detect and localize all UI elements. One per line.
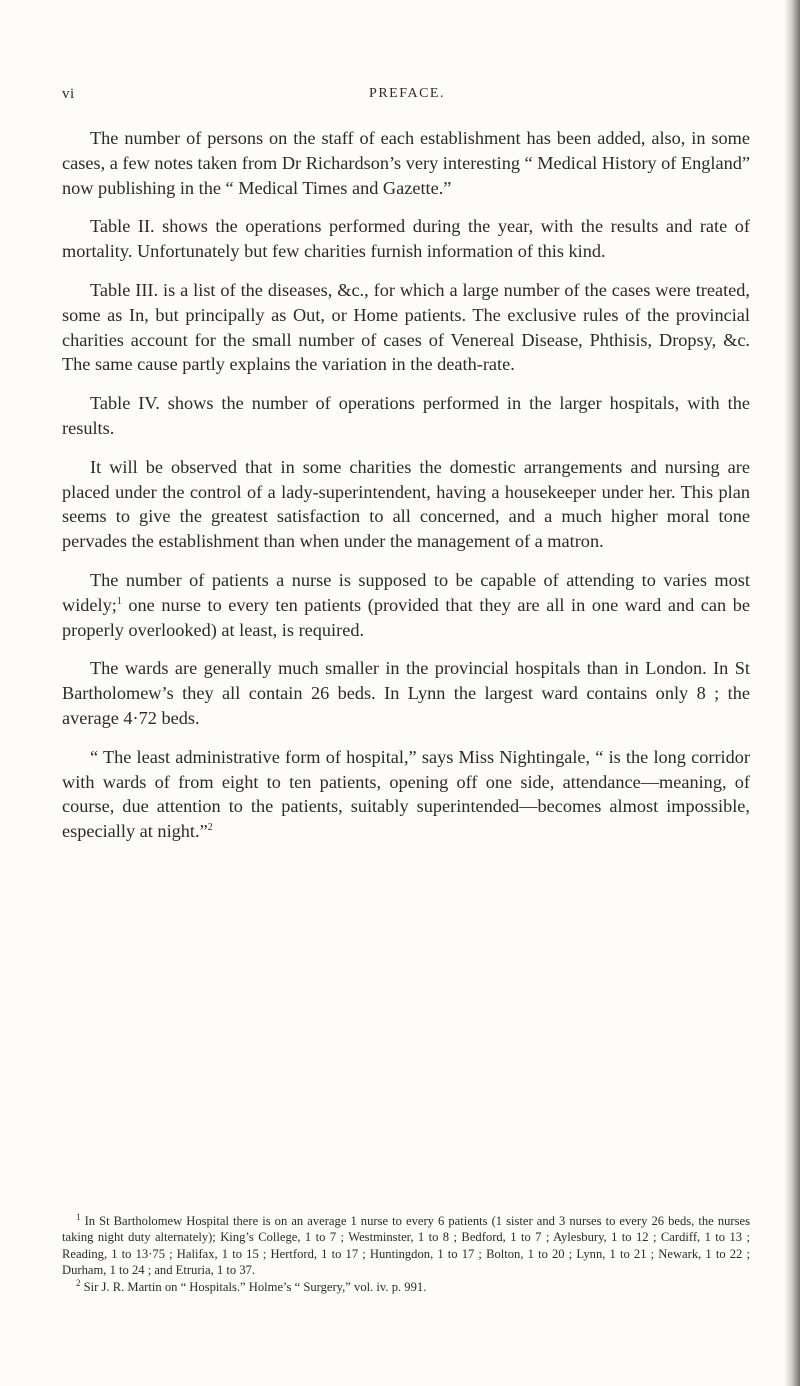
footnote-text: Sir J. R. Martin on “ Hospitals.” Holme’s “ Surgery,” vol. iv. p. 991. bbox=[83, 1279, 427, 1294]
paragraph: Table II. shows the operations performed during the year, with the results and rate of mortality. Unfortunately but few charities furnish information of this kind. bbox=[62, 216, 750, 262]
page-number: vi bbox=[62, 86, 75, 102]
footnote-mark: 1 bbox=[76, 1211, 81, 1222]
footnotes bbox=[62, 1213, 750, 1295]
footnote-text: In St Bartholomew Hospital there is on an average 1 nurse to every 6 patients (1 sister and 3 nurses to every 26 beds, the nurses taking night duty alternately); King’s College, 1 to 7 ; Westminster, 1 to 8 ; Bedford, 1 to 7 ; Aylesbury, 1 to 12 ; Cardiff, 1 to 13 ; Reading, 1 to 13·75 ; Halifax, 1 to 15 ; Hertford, 1 to 17 ; Huntingdon, 1 to 17 ; Bolton, 1 to 20 ; Lynn, 1 to 21 ; Newark, 1 to 22 ; Durham, 1 to 24 ; and Etruria, 1 to 37. bbox=[62, 1214, 750, 1278]
body-text bbox=[62, 126, 750, 858]
footnote-reference: 2 bbox=[207, 822, 213, 834]
page-header bbox=[62, 86, 752, 110]
page-edge-shadow bbox=[784, 0, 800, 1386]
paragraph-text: one nurse to every ten patients (provided that they are all in one ward and can be properly overlooked) at least, is required. bbox=[62, 594, 750, 640]
paragraph bbox=[62, 745, 750, 844]
paragraph-text: The number of patients a nurse is supposed to be capable of attending to varies most widely; bbox=[62, 569, 750, 615]
footnote bbox=[62, 1279, 750, 1295]
footnote-reference: 1 bbox=[116, 595, 122, 607]
paragraph: Table IV. shows the number of operations performed in the larger hospitals, with the results. bbox=[62, 393, 750, 438]
paragraph bbox=[62, 568, 750, 642]
paragraph: The number of persons on the staff of each establishment has been added, also, in some cases, a few notes taken from Dr Richardson’s very interesting “ Medical History of England” now publishing in the “ Medical Times and Gazette.” bbox=[62, 128, 750, 198]
paragraph-text: “ The least administrative form of hospital,” says Miss Nightingale, “ is the long corridor with wards of from eight to ten patients, opening off one side, attendance—meaning, of course, due attention to the patients, suitably superintended—becomes almost impossible, especially at night.” bbox=[62, 746, 750, 842]
paragraph: Table III. is a list of the diseases, &c., for which a large number of the cases were treated, some as In, but principally as Out, or Home patients. The exclusive rules of the provincial charities account for the small number of cases of Venereal Disease, Phthisis, Dropsy, &c. The same cause partly explains the variation in the death-rate. bbox=[62, 279, 750, 375]
paragraph: It will be observed that in some charities the domestic arrangements and nursing are placed under the control of a lady-superintendent, having a housekeeper under her. This plan seems to give the greatest satisfaction to all concerned, and a much higher moral tone pervades the establishment than when under the management of a matron. bbox=[62, 456, 750, 552]
paragraph: The wards are generally much smaller in the provincial hospitals than in London. In St Bartholomew’s they all contain 26 beds. In Lynn the largest ward contains only 8 ; the average 4·72 beds. bbox=[62, 658, 750, 728]
running-head: PREFACE. bbox=[369, 86, 445, 101]
footnote bbox=[62, 1213, 750, 1279]
footnote-mark: 2 bbox=[76, 1277, 81, 1288]
